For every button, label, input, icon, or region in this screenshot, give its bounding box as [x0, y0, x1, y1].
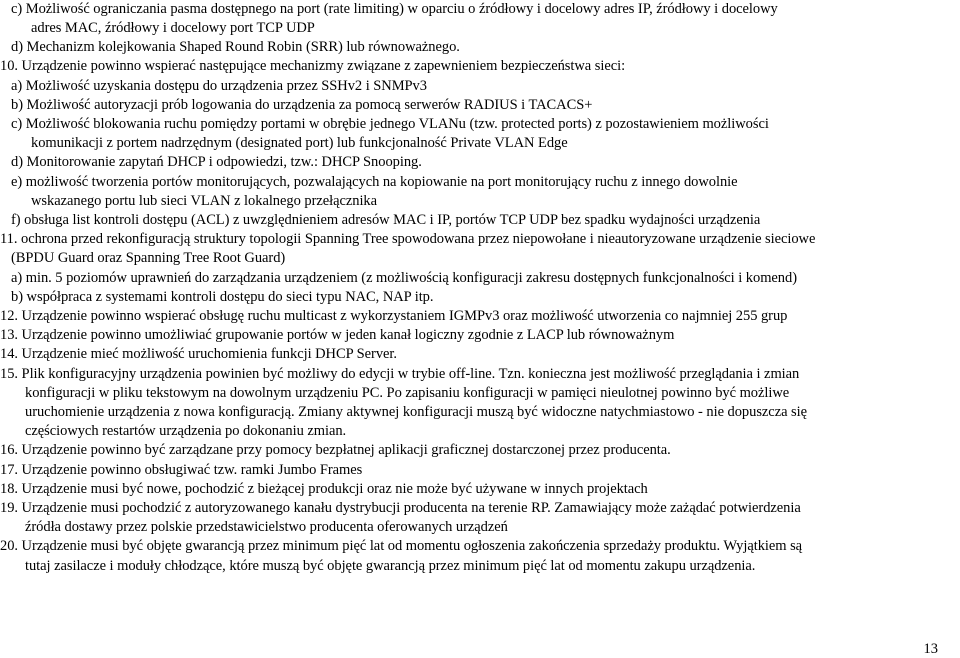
text-line: częściowych restartów urządzenia po dokonaniu zmian.: [25, 423, 347, 439]
text-line: tutaj zasilacze i moduły chłodzące, które muszą być objęte gwarancją przez minimum pięć lat od momentu zakupu urządzenia.: [25, 558, 756, 574]
text-line: f) obsługa list kontroli dostępu (ACL) z uwzględnieniem adresów MAC i IP, portów TCP UDP bez spadku wydajności urządzenia: [11, 212, 761, 228]
text-line: c) Możliwość blokowania ruchu pomiędzy portami w obrębie jednego VLANu (tzw. protected ports) z pozostawieniem możliwości: [11, 116, 769, 132]
text-line: adres MAC, źródłowy i docelowy port TCP UDP: [31, 20, 315, 36]
text-line: 14. Urządzenie mieć możliwość uruchomienia funkcji DHCP Server.: [0, 346, 397, 362]
text-line: (BPDU Guard oraz Spanning Tree Root Guard): [11, 250, 286, 266]
text-line: c) Możliwość ograniczania pasma dostępnego na port (rate limiting) w oparciu o źródłowy i docelowy adres IP, źródłowy i docelowy: [11, 1, 778, 17]
text-line: 13. Urządzenie powinno umożliwiać grupowanie portów w jeden kanał logiczny zgodnie z LACP lub równoważnym: [0, 327, 675, 343]
page-number: 13: [923, 641, 938, 657]
text-line: źródła dostawy przez polskie przedstawicielstwo producenta oferowanych urządzeń: [25, 519, 508, 535]
text-line: b) współpraca z systemami kontroli dostępu do sieci typu NAC, NAP itp.: [11, 289, 434, 305]
text-line: 18. Urządzenie musi być nowe, pochodzić z bieżącej produkcji oraz nie może być używane w innych projektach: [0, 481, 648, 497]
text-line: a) min. 5 poziomów uprawnień do zarządzania urządzeniem (z możliwością konfiguracji zakresu dostępnych funkcjonalności i komend): [11, 270, 797, 286]
text-line: 10. Urządzenie powinno wspierać następujące mechanizmy związane z zapewnieniem bezpieczeństwa sieci:: [0, 58, 626, 74]
text-line: d) Mechanizm kolejkowania Shaped Round Robin (SRR) lub równoważnego.: [11, 39, 460, 55]
text-line: 16. Urządzenie powinno być zarządzane przy pomocy bezpłatnej aplikacji graficznej dostarczonej przez producenta.: [0, 442, 671, 458]
text-line: 17. Urządzenie powinno obsługiwać tzw. ramki Jumbo Frames: [0, 462, 363, 478]
text-line: 11. ochrona przed rekonfiguracją struktury topologii Spanning Tree spowodowana przez niepowołane i nieautoryzowane urządzenie sieciowe: [0, 231, 816, 247]
text-line: 20. Urządzenie musi być objęte gwarancją przez minimum pięć lat od momentu ogłoszenia zakończenia sprzedaży produktu. Wyjątkiem są: [0, 538, 803, 554]
text-line: konfiguracji w pliku tekstowym na dowolnym urządzeniu PC. Po zapisaniu konfiguracji w pamięci nieulotnej powinno być możliwe: [25, 385, 790, 401]
text-line: 15. Plik konfiguracyjny urządzenia powinien być możliwy do edycji w trybie off-line. Tzn. konieczna jest możliwość przeglądania i zmian: [0, 366, 800, 382]
text-line: e) możliwość tworzenia portów monitorujących, pozwalających na kopiowanie na port monitorujący ruchu z innego dowolnie: [11, 174, 738, 190]
text-line: a) Możliwość uzyskania dostępu do urządzenia przez SSHv2 i SNMPv3: [11, 78, 427, 94]
text-line: 19. Urządzenie musi pochodzić z autoryzowanego kanału dystrybucji producenta na terenie RP. Zamawiający może zażądać potwierdzenia: [0, 500, 801, 516]
text-line: uruchomienie urządzenia z nowa konfiguracją. Zmiany aktywnej konfiguracji muszą być widoczne natychmiastowo - nie dopuszcza się: [25, 404, 807, 420]
text-line: wskazanego portu lub sieci VLAN z lokalnego przełącznika: [31, 193, 378, 209]
text-line: 12. Urządzenie powinno wspierać obsługę ruchu multicast z wykorzystaniem IGMPv3 oraz możliwość utworzenia co najmniej 255 grup: [0, 308, 788, 324]
text-line: d) Monitorowanie zapytań DHCP i odpowiedzi, tzw.: DHCP Snooping.: [11, 154, 422, 170]
text-line: komunikacji z portem nadrzędnym (designated port) lub funkcjonalność Private VLAN Edge: [31, 135, 568, 151]
text-line: b) Możliwość autoryzacji prób logowania do urządzenia za pomocą serwerów RADIUS i TACACS+: [11, 97, 593, 113]
